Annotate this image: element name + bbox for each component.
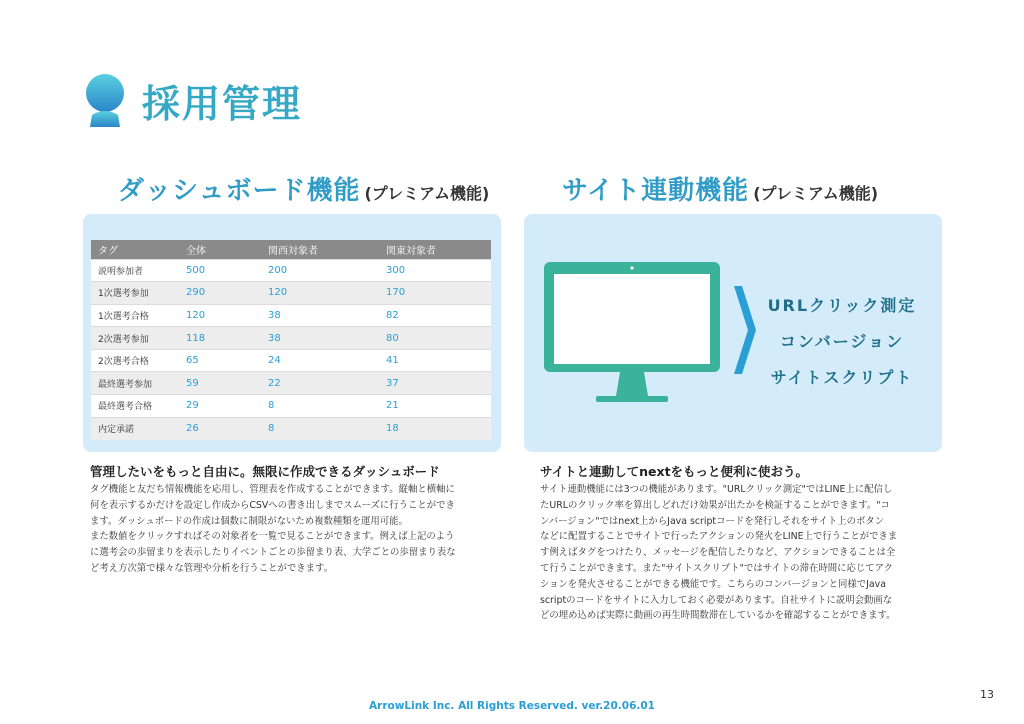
row-label: 最終選考参加 [91,372,179,395]
table-row [91,372,491,395]
cell-value[interactable]: 80 [379,327,491,350]
cell-value[interactable]: 41 [379,349,491,372]
text-line: て行うことができます。また"サイトスクリプト"ではサイトの滞在時間に応じてアク [540,562,894,574]
cell-value[interactable]: 120 [261,282,379,305]
row-label: 2次選考合格 [91,349,179,372]
text-line: どの埋め込めば実際に動画の再生時間数滞在しているかを確認することができます。 [540,610,896,622]
table-row [91,395,491,418]
table-row [91,349,491,372]
text-line: に選考会の歩留まりを表示したりイベントごとの歩留まり表、大学ごとの歩留まり表な [90,547,456,559]
table-row [91,304,491,327]
dashboard-panel [83,214,501,452]
site-link-subheading: サイトと連動してnextをもっと便利に使おう。 [540,464,809,479]
cell-value[interactable]: 24 [261,349,379,372]
feature-site-script: サイトスクリプト [770,368,914,387]
footer-copyright: ArrowLink Inc. All Rights Reserved. ver.20.06.01 [369,700,655,712]
cell-value[interactable]: 38 [261,327,379,350]
text-line: ションを発火させることができる機能です。こちらのコンバージョンと同様でJava [540,578,886,590]
dashboard-heading [118,170,489,207]
table-header-cell: タグ [91,240,179,259]
table-header-cell: 全体 [179,240,261,259]
dashboard-heading-note: (プレミアム機能) [364,184,490,203]
text-line: ます。ダッシュボードの作成は個数に制限がないため複数種類を運用可能。 [90,515,408,527]
table-row [91,417,491,440]
cell-value[interactable]: 290 [179,282,261,305]
cell-value[interactable]: 22 [261,372,379,395]
text-line: 何を表示するかだけを設定し作成からCSVへの書き出しまでスムーズに行うことができ [90,499,455,511]
site-link-heading [562,170,878,207]
cell-value[interactable]: 26 [179,417,261,440]
table-header-row [91,240,491,259]
dashboard-heading-text: ダッシュボード機能 [118,176,361,206]
row-label: 内定承諾 [91,417,179,440]
cell-value[interactable]: 65 [179,349,261,372]
row-label: 説明参加者 [91,259,179,282]
page-number: 13 [980,688,994,701]
row-label: 最終選考合格 [91,395,179,418]
cell-value[interactable]: 29 [179,395,261,418]
dashboard-description [90,482,495,577]
text-line: などに配置することでサイトで行ったアクションの発火をLINE上で行うことができま [540,531,898,543]
cell-value[interactable]: 59 [179,372,261,395]
cell-value[interactable]: 38 [261,304,379,327]
dashboard-subheading: 管理したいをもっと自由に。無限に作成できるダッシュボード [90,464,440,479]
person-icon [82,73,128,127]
text-line: サイト連動機能には3つの機能があります。"URLクリック測定"ではLINE上に配信し [540,484,893,495]
monitor-icon [544,262,720,406]
site-link-panel [524,214,942,452]
feature-list [752,288,932,396]
feature-url-click: URLクリック測定 [767,296,917,315]
cell-value[interactable]: 300 [379,259,491,282]
cell-value[interactable]: 37 [379,372,491,395]
page-title-block [82,72,302,128]
cell-value[interactable]: 82 [379,304,491,327]
row-label: 2次選考参加 [91,327,179,350]
text-line: scriptのコードをサイトに入力しておく必要があります。自社サイトに説明会動画な [540,594,893,606]
table-header-cell: 関西対象者 [261,240,379,259]
table-row [91,259,491,282]
text-line: す例えばタグをつけたり、メッセージを配信したりなど、アクションできることは全 [540,547,896,559]
cell-value[interactable]: 200 [261,259,379,282]
text-line: ど考え方次第で様々な管理や分析を行うことができます。 [90,562,334,574]
dashboard-table [91,240,491,440]
text-line: ンバージョン"ではnext上からJava scriptコードを発行しそれをサイト上のボタン [540,515,885,527]
cell-value[interactable]: 8 [261,395,379,418]
feature-conversion: コンバージョン [779,332,905,351]
cell-value[interactable]: 120 [179,304,261,327]
table-row [91,282,491,305]
text-line: たURLのクリック率を算出しどれだけ効果が出たかを検証することができます。"コ [540,499,890,511]
cell-value[interactable]: 170 [379,282,491,305]
cell-value[interactable]: 500 [179,259,261,282]
table-row [91,327,491,350]
site-link-description [540,482,940,624]
text-line: タグ機能と友だち情報機能を応用し、管理表を作成することができます。縦軸と横軸に [90,484,455,495]
text-line: また数値をクリックすればその対象者を一覧で見ることができます。例えば上記のよう [90,531,455,543]
table-header-cell: 関東対象者 [379,240,491,259]
cell-value[interactable]: 118 [179,327,261,350]
cell-value[interactable]: 18 [379,417,491,440]
row-label: 1次選考合格 [91,304,179,327]
site-link-heading-text: サイト連動機能 [562,176,750,206]
page-title: 採用管理 [142,81,303,126]
row-label: 1次選考参加 [91,282,179,305]
site-link-heading-note: (プレミアム機能) [753,184,879,203]
cell-value[interactable]: 21 [379,395,491,418]
cell-value[interactable]: 8 [261,417,379,440]
